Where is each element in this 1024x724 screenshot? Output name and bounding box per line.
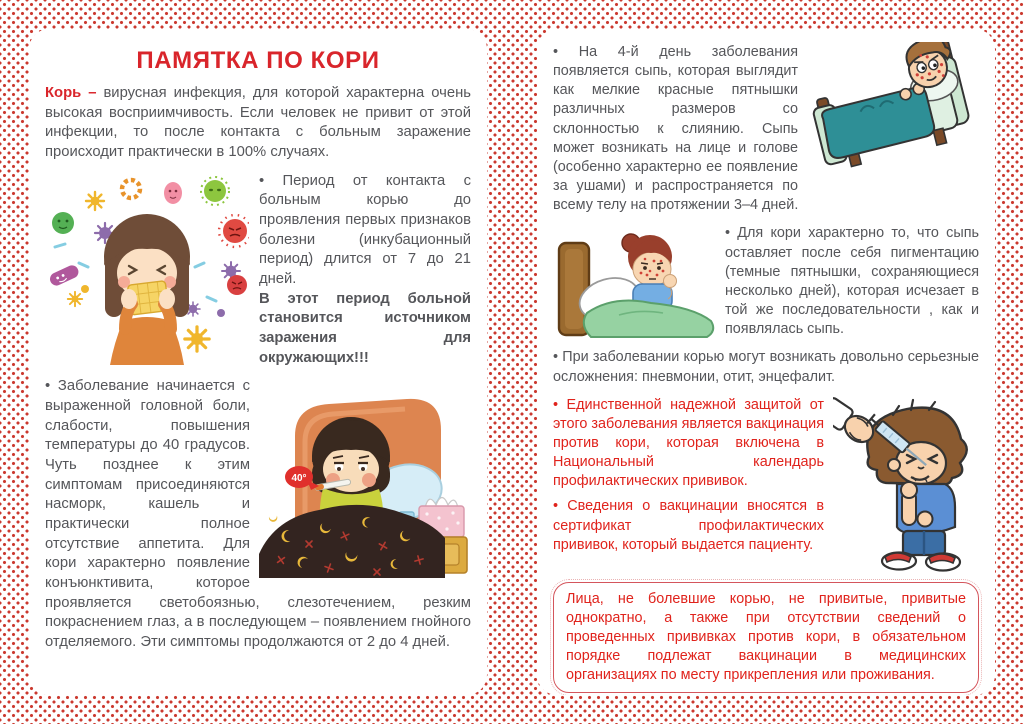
intro-paragraph [45,84,471,163]
capsule-germ [48,263,81,287]
red-round-germ [227,275,247,295]
incubation-section [45,169,471,375]
symptoms-paragraph: • Заболевание начинается с выраженной головной боли, слабости, повышения температуры до 40 градусов. Чуть позднее к этим симптомам присоединяются насморк, кашель и практически полное отсутствие аппетита. Для кори характерно появление конъюнктивита, которое проявляется светобоязнью, слезотечением, резким покраснением глаз, а в последующем – появлением гнойного отделяемого. Эти симптомы продолжаются от 2 до 4 дней. [45,378,471,651]
teal-germ [52,212,74,234]
rash-boy-illustration [807,42,979,194]
left-page [29,29,487,695]
pigmentation-paragraph: • Для кори характерно то, что сыпь оставляет после себя пигментацию (темные пятнышки, сохраняющиеся несколько дней), которая исчезает в той же последовательности , как и появлялась сыпь. [725,225,979,338]
pink-germ [164,182,182,204]
rash-paragraph: • На 4-й день заболевания появляется сыпь, которая выглядит как мелкие красные пятнышки различных размеров со склонностью к слиянию. Сыпь может возникать на лице и голове (особенно характерно ее появление за ушами) и распространяется по всему телу на протяжении 3–4 дней. [553,44,799,214]
rash-girl-illustration [553,223,715,341]
intro-lead: Корь – [45,85,97,101]
vaccination-illustration [833,395,979,573]
right-page [537,29,995,695]
vaccination-section [553,393,979,575]
incubation-paragraph: • Период от контакта с больным корью до проявления первых признаков болезни (инкубационный период) длится от 7 до 21 дней. В этот период больной становится источником заражения для окружающих!!! [45,172,471,369]
pigmentation-section [553,221,979,345]
page-title: ПАМЯТКА ПО КОРИ [136,47,380,74]
mandatory-vaccination-box [553,582,979,694]
sneezing-girl-illustration [45,171,249,367]
svg-text:40°: 40° [291,473,307,485]
vaccine-protection-paragraph: • Единственной надежной защитой от этого заболевания является вакцинация против кори, которая включена в Национальный календарь профилактических прививок. [553,396,824,490]
mandatory-vaccination-text: Лица, не болевшие корью, не привитые, привитые однократно, а также при отсутствии сведений о проведенных прививках против кори, в обязательном порядке подлежат вакцинации в медицинских организациях по месту прикрепления или проживания. [566,590,966,684]
symptoms-section [45,374,471,658]
red-germ [219,215,249,247]
intro-text: вирусная инфекция, для которой характерна очень высокая восприимчивость. Если человек не привит от этой инфекции, то после контакта с больным заражение происходит практически в 100% случаях. [45,85,471,161]
incubation-warning: В этот период больной становится источником заражения для окружающих!!! [259,290,471,366]
fever-girl-illustration [259,376,471,578]
rash-section [553,40,979,221]
vaccine-certificate-paragraph: • Сведения о вакцинации вносятся в сертификат профилактических прививок, который выдается пациенту. [553,498,824,553]
complications-paragraph: • При заболевании корью могут возникать довольно серьезные осложнения: пневмонии, отит, энцефалит. [553,349,979,385]
green-germ [201,177,229,205]
